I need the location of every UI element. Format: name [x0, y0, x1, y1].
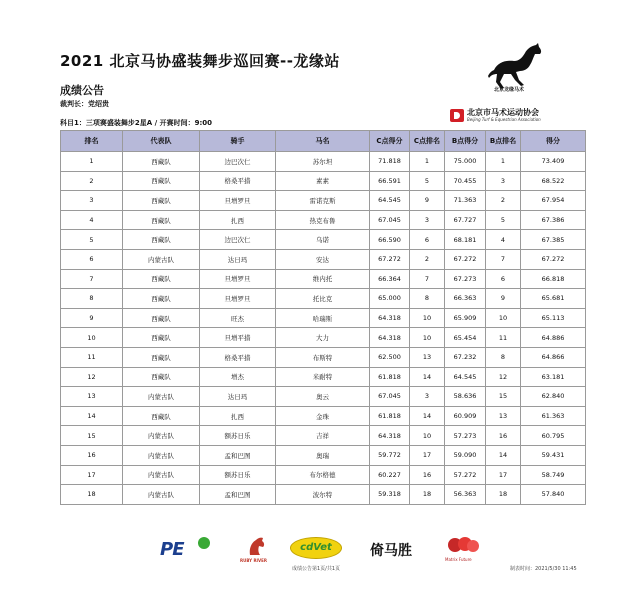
table-cell: 10: [410, 308, 445, 328]
table-cell: 64.318: [370, 328, 410, 348]
table-cell: 67.272: [370, 249, 410, 269]
ruby-river-horse-icon: [245, 535, 267, 557]
table-cell: 67.727: [445, 210, 486, 230]
table-cell: 57.273: [445, 426, 486, 446]
table-cell: 67.273: [445, 269, 486, 289]
table-cell: 58.749: [521, 465, 586, 485]
table-cell: 11: [486, 328, 521, 348]
table-cell: 2: [486, 191, 521, 211]
table-cell: 7: [410, 269, 445, 289]
table-cell: 12: [486, 367, 521, 387]
table-row: [61, 230, 586, 250]
table-cell: 18: [61, 485, 123, 505]
table-cell: 63.181: [521, 367, 586, 387]
table-cell: 西藏队: [123, 347, 200, 367]
table-row: [61, 445, 586, 465]
table-cell: 扎西: [200, 210, 276, 230]
table-cell: 4: [61, 210, 123, 230]
table-cell: 布斯特: [276, 347, 370, 367]
table-cell: 额苏日乐: [200, 465, 276, 485]
table-cell: 57.272: [445, 465, 486, 485]
table-cell: 66.591: [370, 171, 410, 191]
table-cell: 8: [61, 289, 123, 309]
column-header: C点排名: [410, 131, 445, 152]
table-cell: 64.318: [370, 308, 410, 328]
table-cell: 14: [410, 406, 445, 426]
table-cell: 内蒙古队: [123, 387, 200, 407]
table-cell: 12: [61, 367, 123, 387]
association-logo: [450, 108, 541, 123]
subject-line: 科目1：三项赛盛装舞步2星A / 开赛时间：9:00: [60, 119, 212, 127]
table-cell: 71.818: [370, 152, 410, 172]
table-row: [61, 367, 586, 387]
table-cell: 旦增罗旦: [200, 269, 276, 289]
table-cell: 14: [410, 367, 445, 387]
table-cell: 61.818: [370, 406, 410, 426]
table-cell: 波尔特: [276, 485, 370, 505]
table-cell: 67.045: [370, 387, 410, 407]
table-cell: 金珠: [276, 406, 370, 426]
table-cell: 9: [486, 289, 521, 309]
table-row: [61, 171, 586, 191]
table-row: [61, 308, 586, 328]
table-cell: 67.272: [521, 249, 586, 269]
table-cell: 15: [486, 387, 521, 407]
table-cell: 托比克: [276, 289, 370, 309]
table-cell: 西藏队: [123, 308, 200, 328]
table-cell: 56.363: [445, 485, 486, 505]
table-cell: 68.522: [521, 171, 586, 191]
table-cell: 75.000: [445, 152, 486, 172]
table-cell: 孟和巴图: [200, 445, 276, 465]
table-cell: 10: [410, 426, 445, 446]
table-row: [61, 426, 586, 446]
table-cell: 乌诺: [276, 230, 370, 250]
table-cell: 西藏队: [123, 152, 200, 172]
column-header: C点得分: [370, 131, 410, 152]
table-cell: 67.954: [521, 191, 586, 211]
table-cell: 5: [410, 171, 445, 191]
column-header: 代表队: [123, 131, 200, 152]
table-row: [61, 406, 586, 426]
matrix-future-icon: [445, 535, 481, 557]
table-cell: 奥瑞: [276, 445, 370, 465]
column-header: 骑手: [200, 131, 276, 152]
table-cell: 60.227: [370, 465, 410, 485]
green-sponsor-icon: [198, 537, 210, 549]
association-mark-icon: [450, 109, 464, 122]
table-cell: 65.681: [521, 289, 586, 309]
table-cell: 15: [61, 426, 123, 446]
table-cell: 62.840: [521, 387, 586, 407]
horse-logo-icon: [486, 40, 546, 92]
table-cell: 57.840: [521, 485, 586, 505]
table-cell: 68.181: [445, 230, 486, 250]
table-cell: 孟和巴图: [200, 485, 276, 505]
table-cell: 内蒙古队: [123, 426, 200, 446]
table-cell: 62.500: [370, 347, 410, 367]
table-row: [61, 210, 586, 230]
table-cell: 18: [410, 485, 445, 505]
table-cell: 吉祥: [276, 426, 370, 446]
table-cell: 65.909: [445, 308, 486, 328]
table-cell: 边巴次仁: [200, 152, 276, 172]
table-cell: 旦增平措: [200, 328, 276, 348]
table-cell: 59.431: [521, 445, 586, 465]
table-cell: 边巴次仁: [200, 230, 276, 250]
table-cell: 内蒙古队: [123, 249, 200, 269]
table-cell: 3: [410, 210, 445, 230]
table-cell: 14: [486, 445, 521, 465]
table-cell: 64.886: [521, 328, 586, 348]
chief-referee: 裁判长：党绍贵: [60, 100, 109, 108]
table-cell: 格桑平措: [200, 171, 276, 191]
table-cell: 旺杰: [200, 308, 276, 328]
table-cell: 西藏队: [123, 328, 200, 348]
table-cell: 64.545: [445, 367, 486, 387]
table-cell: 73.409: [521, 152, 586, 172]
column-header: B点排名: [486, 131, 521, 152]
logo-caption: 北京龙缘马术: [494, 87, 525, 93]
table-cell: 9: [410, 191, 445, 211]
table-cell: 67.272: [445, 249, 486, 269]
table-cell: 71.363: [445, 191, 486, 211]
table-cell: 6: [61, 249, 123, 269]
table-cell: 布尔格德: [276, 465, 370, 485]
table-cell: 8: [486, 347, 521, 367]
column-header: 马名: [276, 131, 370, 152]
table-cell: 扎西: [200, 406, 276, 426]
table-row: [61, 328, 586, 348]
table-cell: 4: [486, 230, 521, 250]
column-header: 得分: [521, 131, 586, 152]
table-cell: 维内托: [276, 269, 370, 289]
table-cell: 16: [486, 426, 521, 446]
section-title: 成绩公告: [60, 84, 104, 97]
pe-logo: PE: [160, 539, 184, 560]
table-cell: 达日玛: [200, 387, 276, 407]
table-cell: 苏尔坦: [276, 152, 370, 172]
page-number: 成绩公告第1页/共1页: [292, 566, 341, 572]
table-cell: 6: [410, 230, 445, 250]
table-cell: 3: [61, 191, 123, 211]
table-cell: 西藏队: [123, 230, 200, 250]
made-time: 制表时间：2021/5/30 11:45: [510, 566, 577, 572]
table-cell: 61.363: [521, 406, 586, 426]
table-cell: 奥云: [276, 387, 370, 407]
column-header: 排名: [61, 131, 123, 152]
table-cell: 66.364: [370, 269, 410, 289]
table-cell: 7: [61, 269, 123, 289]
table-cell: 安达: [276, 249, 370, 269]
table-cell: 66.818: [521, 269, 586, 289]
table-cell: 13: [61, 387, 123, 407]
table-cell: 西藏队: [123, 191, 200, 211]
table-cell: 西藏队: [123, 210, 200, 230]
table-cell: 西藏队: [123, 171, 200, 191]
event-title: 2021 北京马协盛装舞步巡回赛--龙缘站: [60, 52, 340, 70]
sponsor-strip: [160, 535, 490, 563]
table-cell: 67.385: [521, 230, 586, 250]
table-cell: 66.590: [370, 230, 410, 250]
ruby-river-caption: RUBY RIVER: [240, 558, 267, 563]
table-cell: 10: [486, 308, 521, 328]
table-cell: 64.545: [370, 191, 410, 211]
table-cell: 旦增罗旦: [200, 289, 276, 309]
table-cell: 65.000: [370, 289, 410, 309]
table-cell: 14: [61, 406, 123, 426]
table-cell: 6: [486, 269, 521, 289]
table-cell: 67.232: [445, 347, 486, 367]
table-row: [61, 347, 586, 367]
table-cell: 10: [410, 328, 445, 348]
table-cell: 67.386: [521, 210, 586, 230]
table-row: [61, 249, 586, 269]
table-cell: 16: [410, 465, 445, 485]
table-cell: 额苏日乐: [200, 426, 276, 446]
table-cell: 西藏队: [123, 367, 200, 387]
table-cell: 10: [61, 328, 123, 348]
table-cell: 7: [486, 249, 521, 269]
table-row: [61, 191, 586, 211]
matrix-future-caption: Matrix Future: [445, 557, 472, 562]
table-cell: 达日玛: [200, 249, 276, 269]
table-cell: 17: [410, 445, 445, 465]
table-cell: 65.454: [445, 328, 486, 348]
table-cell: 17: [486, 465, 521, 485]
table-cell: 西藏队: [123, 406, 200, 426]
table-cell: 5: [486, 210, 521, 230]
table-cell: 3: [410, 387, 445, 407]
results-table: [60, 130, 586, 505]
table-cell: 67.045: [370, 210, 410, 230]
table-cell: 16: [61, 445, 123, 465]
table-cell: 1: [61, 152, 123, 172]
table-cell: 内蒙古队: [123, 485, 200, 505]
table-cell: 61.818: [370, 367, 410, 387]
table-cell: 米耐特: [276, 367, 370, 387]
table-cell: 1: [486, 152, 521, 172]
column-header: B点得分: [445, 131, 486, 152]
table-cell: 17: [61, 465, 123, 485]
table-cell: 59.090: [445, 445, 486, 465]
table-cell: 西藏队: [123, 269, 200, 289]
table-row: [61, 269, 586, 289]
table-cell: 64.318: [370, 426, 410, 446]
table-cell: 59.772: [370, 445, 410, 465]
yima-logo: 倚马胜: [370, 543, 412, 559]
table-cell: 65.113: [521, 308, 586, 328]
table-cell: 增杰: [200, 367, 276, 387]
table-cell: 内蒙古队: [123, 445, 200, 465]
table-cell: 西藏队: [123, 289, 200, 309]
table-row: [61, 387, 586, 407]
table-cell: 8: [410, 289, 445, 309]
table-cell: 58.636: [445, 387, 486, 407]
association-name: 北京市马术运动协会: [467, 108, 539, 117]
table-row: [61, 465, 586, 485]
table-header-row: [61, 131, 586, 152]
table-cell: 59.318: [370, 485, 410, 505]
table-cell: 66.363: [445, 289, 486, 309]
table-cell: 5: [61, 230, 123, 250]
table-cell: 素素: [276, 171, 370, 191]
table-cell: 大力: [276, 328, 370, 348]
table-cell: 64.866: [521, 347, 586, 367]
table-cell: 哈瑞斯: [276, 308, 370, 328]
table-cell: 60.909: [445, 406, 486, 426]
table-cell: 旦增罗旦: [200, 191, 276, 211]
table-cell: 60.795: [521, 426, 586, 446]
table-cell: 13: [410, 347, 445, 367]
table-cell: 内蒙古队: [123, 465, 200, 485]
table-cell: 1: [410, 152, 445, 172]
association-name-en: Beijing Turf & Equestrian Association: [467, 117, 541, 122]
table-cell: 18: [486, 485, 521, 505]
table-cell: 格桑平措: [200, 347, 276, 367]
table-cell: 9: [61, 308, 123, 328]
table-row: [61, 152, 586, 172]
table-cell: 雷诺克斯: [276, 191, 370, 211]
table-cell: 70.455: [445, 171, 486, 191]
table-cell: 11: [61, 347, 123, 367]
table-row: [61, 289, 586, 309]
table-cell: 2: [410, 249, 445, 269]
table-cell: 热克布鲁: [276, 210, 370, 230]
table-row: [61, 485, 586, 505]
cdvet-logo: cdVet: [290, 537, 342, 559]
table-cell: 2: [61, 171, 123, 191]
table-cell: 13: [486, 406, 521, 426]
table-cell: 3: [486, 171, 521, 191]
